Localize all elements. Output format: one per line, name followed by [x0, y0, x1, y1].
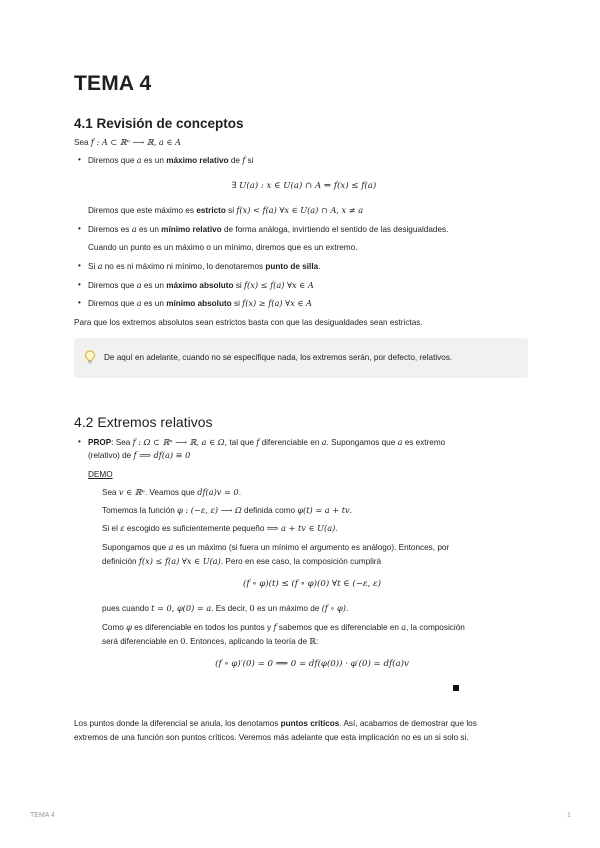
prop-statement-line1: PROP: Sea f : Ω ⊂ ℝⁿ ⟶ ℝ, a ∈ Ω, tal que f diferenciable en a. Supongamos que a es extremo [88, 437, 446, 447]
extremo-definition: Cuando un punto es un máximo o un mínimo, diremos que es un extremo. [88, 243, 358, 252]
demo-line-1: Sea v ∈ ℝⁿ. Veamos que df(a)v = 0. [102, 487, 241, 497]
callout-box [74, 338, 528, 378]
equation-max-relativo: ∃ U(a) : x ∈ U(a) ∩ A ⇒ f(x) ≤ f(a) [231, 181, 377, 191]
intro-line: Sea f : A ⊂ ℝⁿ ⟶ ℝ, a ∈ A [74, 137, 181, 147]
qed-square-icon [453, 685, 459, 691]
callout-text: De aquí en adelante, cuando no se especifique nada, los extremos serán, por defecto, relativos. [104, 353, 453, 362]
bullet-min-relativo: Diremos es a es un mínimo relativo de forma análoga, invirtiendo el sentido de las desigualdades. [88, 224, 449, 234]
demo-line-3: Si el ε escogido es suficientemente pequeño ⟹ a + tv ∈ U(a). [102, 523, 338, 533]
prop-statement-line2: (relativo) de f ⟹ df(a) ≡ 0 [88, 450, 191, 460]
page-number: 1 [567, 812, 571, 819]
strict-max-line: Diremos que este máximo es estricto si f(x) < f(a) ∀x ∈ U(a) ∩ A, x ≠ a [88, 205, 364, 215]
page-title: TEMA 4 [74, 72, 152, 95]
demo-label: DEMO [88, 470, 113, 479]
bullet-dot: • [78, 155, 81, 164]
bullet-dot: • [78, 437, 81, 446]
lightbulb-icon [84, 350, 96, 364]
demo-line-6: pues cuando t = 0, φ(0) = a. Es decir, 0 es un máximo de (f ∘ φ). [102, 603, 349, 613]
section-heading-extremos: 4.2 Extremos relativos [74, 414, 213, 430]
final-paragraph-line1: Los puntos donde la diferencial se anula, los denotamos puntos críticos. Así, acabamos de demostrar que los [74, 719, 477, 728]
bullet-min-absoluto: Diremos que a es un mínimo absoluto si f(x) ≥ f(a) ∀x ∈ A [88, 298, 312, 308]
final-paragraph-line2: extremos de una función son puntos críticos. Veremos más adelante que esta implicación no es un si solo si. [74, 733, 469, 742]
bullet-punto-silla: Si a no es ni máximo ni mínimo, lo denotaremos punto de silla. [88, 261, 321, 271]
bullet-max-relativo: Diremos que a es un máximo relativo de f si [88, 155, 254, 165]
equation-composition: (f ∘ φ)(t) ≤ (f ∘ φ)(0) ∀t ∈ (−ε, ε) [243, 579, 381, 589]
bullet-dot: • [78, 224, 81, 233]
equation-chain-rule: (f ∘ φ)′(0) = 0 ⟹ 0 = df(φ(0)) · φ′(0) = df(a)v [215, 659, 409, 669]
footer-title: TEMA 4 [30, 812, 55, 819]
demo-line-7: Como φ es diferenciable en todos los puntos y f sabemos que es diferenciable en a, la composición [102, 622, 465, 632]
bullet-dot: • [78, 261, 81, 270]
bullet-dot: • [78, 298, 81, 307]
demo-line-8: será diferenciable en 0. Entonces, aplicando la teoría de ℝ: [102, 636, 319, 646]
closing-paragraph: Para que los extremos absolutos sean estrictos basta con que las desigualdades sean estrictas. [74, 318, 423, 327]
section-heading-revision: 4.1 Revisión de conceptos [74, 116, 244, 131]
bullet-max-absoluto: Diremos que a es un máximo absoluto si f(x) ≤ f(a) ∀x ∈ A [88, 280, 314, 290]
demo-line-4: Supongamos que a es un máximo (si fuera un mínimo el argumento es análogo). Entonces, por [102, 542, 450, 552]
demo-line-2: Tomemos la función φ : (−ε, ε) ⟶ Ω definida como φ(t) = a + tv. [102, 505, 352, 515]
demo-line-5: definición f(x) ≤ f(a) ∀x ∈ U(a). Pero en ese caso, la composición cumplirá [102, 556, 382, 566]
bullet-dot: • [78, 280, 81, 289]
